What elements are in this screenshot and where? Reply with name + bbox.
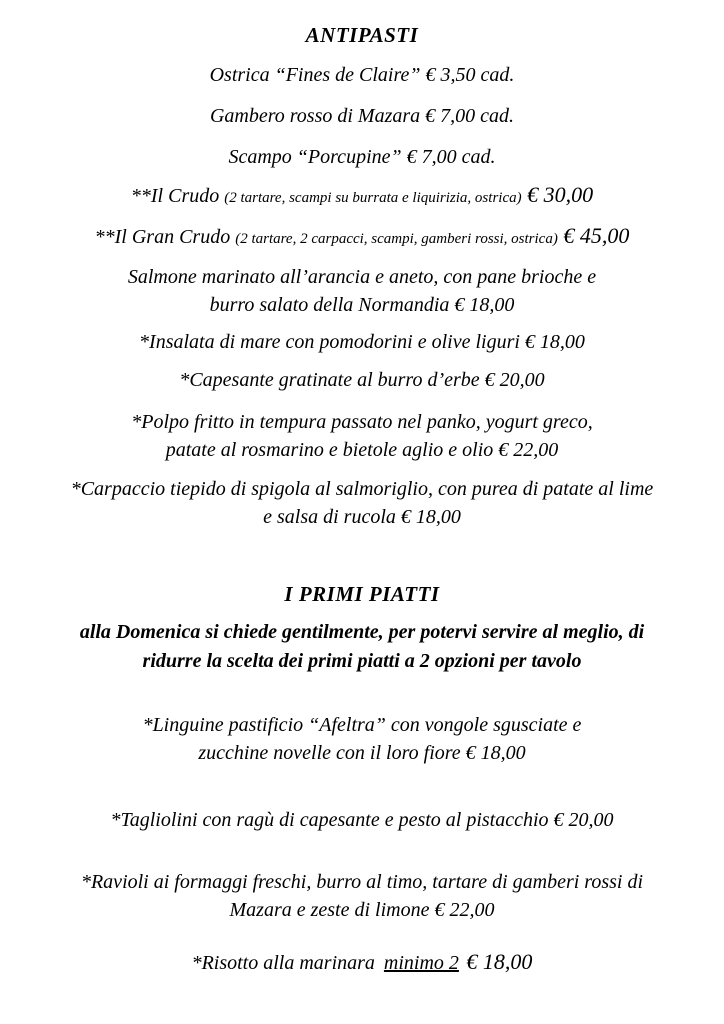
menu-item-risotto xyxy=(14,948,710,977)
primi-section-title: I PRIMI PIATTI xyxy=(284,582,440,606)
item-price: € 18,00 xyxy=(460,949,533,974)
item-price: € 30,00 xyxy=(521,182,594,207)
item-line: zucchine novelle con il loro fiore € 18,00 xyxy=(198,742,526,764)
sunday-notice xyxy=(14,618,710,676)
menu-item-capesante: *Capesante gratinate al burro d’erbe € 20,00 xyxy=(179,369,545,391)
item-price: € 45,00 xyxy=(557,223,630,248)
menu-item-linguine xyxy=(14,711,710,767)
item-line: burro salato della Normandia € 18,00 xyxy=(209,294,515,316)
item-detail: (2 tartare, 2 carpacci, scampi, gamberi rossi, ostrica) xyxy=(235,231,558,247)
notice-line: alla Domenica si chiede gentilmente, per potervi servire al meglio, di xyxy=(79,621,645,643)
section-primi-piatti xyxy=(14,580,710,977)
item-line: e salsa di rucola € 18,00 xyxy=(263,506,461,528)
item-name: **Il Crudo xyxy=(130,185,225,207)
menu-item-il-crudo xyxy=(14,181,710,212)
item-name: **Il Gran Crudo xyxy=(94,226,236,248)
menu-item-insalata-di-mare: *Insalata di mare con pomodorini e olive liguri € 18,00 xyxy=(139,331,585,353)
item-detail: (2 tartare, scampi su burrata e liquirizia, ostrica) xyxy=(224,190,522,206)
antipasti-section-title: ANTIPASTI xyxy=(305,23,419,47)
menu-item-gambero-rosso: Gambero rosso di Mazara € 7,00 cad. xyxy=(209,105,515,127)
item-line: Salmone marinato all’arancia e aneto, con pane brioche e xyxy=(127,266,597,288)
menu-item-tagliolini: *Tagliolini con ragù di capesante e pesto al pistacchio € 20,00 xyxy=(110,809,614,831)
menu-item-scampo: Scampo “Porcupine” € 7,00 cad. xyxy=(228,146,496,168)
menu-item-salmone xyxy=(14,263,710,319)
item-line: *Linguine pastificio “Afeltra” con vongole sgusciate e xyxy=(142,714,582,736)
item-line: patate al rosmarino e bietole aglio e olio € 22,00 xyxy=(165,439,559,461)
item-name: *Risotto alla marinara xyxy=(191,952,375,974)
notice-line: ridurre la scelta dei primi piatti a 2 opzioni per tavolo xyxy=(142,650,582,672)
menu-item-il-gran-crudo xyxy=(14,222,710,253)
menu-item-carpaccio-spigola xyxy=(14,475,710,531)
item-line: *Polpo fritto in tempura passato nel panko, yogurt greco, xyxy=(131,411,593,433)
section-antipasti xyxy=(14,21,710,531)
item-line: Mazara e zeste di limone € 22,00 xyxy=(229,899,495,921)
menu-item-polpo-fritto xyxy=(14,408,710,464)
menu-item-ravioli xyxy=(14,868,710,924)
item-line: *Ravioli ai formaggi freschi, burro al timo, tartare di gamberi rossi di xyxy=(80,871,644,893)
item-minimum-note: minimo 2 xyxy=(383,952,459,974)
item-line: *Carpaccio tiepido di spigola al salmoriglio, con purea di patate al lime xyxy=(70,478,654,500)
menu-item-ostrica: Ostrica “Fines de Claire” € 3,50 cad. xyxy=(209,64,515,86)
